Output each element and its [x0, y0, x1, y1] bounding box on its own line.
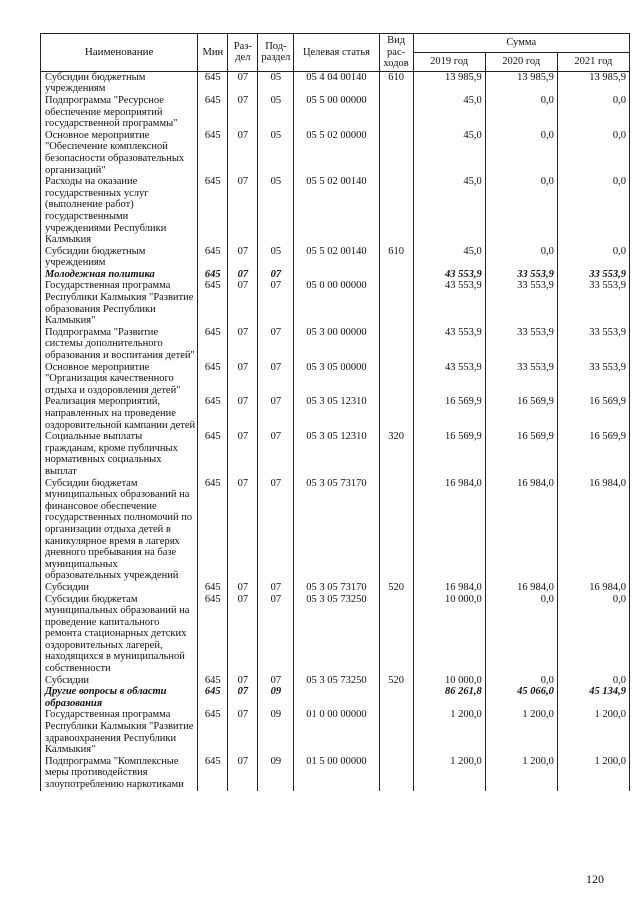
row-sum-2021: 33 553,9: [557, 327, 629, 362]
row-sum-2021: 33 553,9: [557, 362, 629, 397]
row-sum-2019: 10 000,0: [413, 594, 485, 675]
row-vid: 520: [379, 675, 413, 687]
row-sum-2021: 45 134,9: [557, 686, 629, 709]
page-number: 120: [586, 872, 604, 886]
row-sum-2021: 0,0: [557, 176, 629, 246]
row-target: 05 3 05 12310: [294, 431, 379, 477]
row-sum-2021: 33 553,9: [557, 269, 629, 281]
row-razdel: 07: [228, 176, 258, 246]
section-row: [41, 686, 630, 709]
row-sum-2021: 1 200,0: [557, 756, 629, 791]
row-sum-2019: 13 985,9: [413, 71, 485, 95]
row-sum-2021: 16 569,9: [557, 396, 629, 431]
row-podrazdel: 05: [258, 130, 294, 176]
header-podrazdel: Под-раздел: [258, 34, 294, 72]
row-min: 645: [198, 176, 228, 246]
row-podrazdel: 07: [258, 396, 294, 431]
row-target: 05 3 05 00000: [294, 362, 379, 397]
row-vid: 520: [379, 582, 413, 594]
row-razdel: 07: [228, 396, 258, 431]
row-podrazdel: 05: [258, 176, 294, 246]
row-razdel: 07: [228, 686, 258, 709]
row-razdel: 07: [228, 594, 258, 675]
row-name: Субсидии: [41, 582, 198, 594]
row-podrazdel: 07: [258, 594, 294, 675]
row-podrazdel: 07: [258, 582, 294, 594]
header-2021: 2021 год: [557, 52, 629, 71]
budget-table: [40, 33, 630, 791]
row-podrazdel: 07: [258, 269, 294, 281]
row-sum-2021: 0,0: [557, 594, 629, 675]
row-sum-2020: 0,0: [485, 95, 557, 130]
header-target: Целевая статья: [294, 34, 379, 72]
row-sum-2021: 0,0: [557, 95, 629, 130]
row-vid: [379, 756, 413, 791]
row-sum-2020: 16 569,9: [485, 431, 557, 477]
row-sum-2019: 16 984,0: [413, 478, 485, 582]
row-sum-2021: 16 569,9: [557, 431, 629, 477]
row-razdel: 07: [228, 709, 258, 755]
row-min: 645: [198, 478, 228, 582]
row-name: Основное мероприятие "Организация качественного отдыха и оздоровления детей": [41, 362, 198, 397]
table-row: [41, 431, 630, 477]
table-row: [41, 709, 630, 755]
row-vid: 610: [379, 71, 413, 95]
header-2019: 2019 год: [413, 52, 485, 71]
table-row: [41, 246, 630, 269]
row-target: [294, 686, 379, 709]
row-target: 05 5 02 00000: [294, 130, 379, 176]
row-min: 645: [198, 269, 228, 281]
row-name: Субсидии бюджетам муниципальных образований на проведение капитального ремонта стационарных детских оздоровительных лагерей, находящихся в муниципальной собственности: [41, 594, 198, 675]
row-name: Государственная программа Республики Калмыкия "Развитие образования Республики Калмыкия": [41, 280, 198, 326]
header-min: Мин: [198, 34, 228, 72]
row-sum-2021: 0,0: [557, 130, 629, 176]
row-vid: [379, 686, 413, 709]
row-razdel: 07: [228, 478, 258, 582]
row-target: 05 0 00 00000: [294, 280, 379, 326]
row-sum-2020: 33 553,9: [485, 327, 557, 362]
row-sum-2019: 45,0: [413, 176, 485, 246]
row-name: Государственная программа Республики Калмыкия "Развитие здравоохранения Республики Калмыкия": [41, 709, 198, 755]
row-sum-2019: 1 200,0: [413, 756, 485, 791]
row-sum-2021: 1 200,0: [557, 709, 629, 755]
row-sum-2020: 33 553,9: [485, 362, 557, 397]
row-name: Молодежная политика: [41, 269, 198, 281]
header-name: Наименование: [41, 34, 198, 72]
row-sum-2020: 33 553,9: [485, 269, 557, 281]
row-razdel: 07: [228, 756, 258, 791]
row-name: Подпрограмма "Ресурсное обеспечение мероприятий государственной программы": [41, 95, 198, 130]
row-sum-2020: 13 985,9: [485, 71, 557, 95]
row-min: 645: [198, 130, 228, 176]
row-min: 645: [198, 327, 228, 362]
row-podrazdel: 09: [258, 709, 294, 755]
row-podrazdel: 05: [258, 71, 294, 95]
row-vid: [379, 95, 413, 130]
row-podrazdel: 07: [258, 280, 294, 326]
row-name: Субсидии бюджетным учреждениям: [41, 246, 198, 269]
row-sum-2019: 43 553,9: [413, 269, 485, 281]
row-sum-2019: 16 569,9: [413, 431, 485, 477]
row-target: [294, 269, 379, 281]
row-podrazdel: 07: [258, 327, 294, 362]
row-target: 05 3 05 73170: [294, 582, 379, 594]
row-sum-2020: 16 569,9: [485, 396, 557, 431]
table-row: [41, 362, 630, 397]
table-row: [41, 327, 630, 362]
row-sum-2019: 45,0: [413, 246, 485, 269]
row-vid: [379, 362, 413, 397]
row-razdel: 07: [228, 71, 258, 95]
row-razdel: 07: [228, 95, 258, 130]
row-target: 05 3 05 12310: [294, 396, 379, 431]
table-body: [41, 71, 630, 790]
table-row: [41, 675, 630, 687]
row-vid: [379, 269, 413, 281]
row-name: Субсидии бюджетным учреждениям: [41, 71, 198, 95]
row-vid: 320: [379, 431, 413, 477]
row-sum-2021: 33 553,9: [557, 280, 629, 326]
row-sum-2020: 0,0: [485, 594, 557, 675]
row-razdel: 07: [228, 675, 258, 687]
row-razdel: 07: [228, 582, 258, 594]
row-sum-2020: 45 066,0: [485, 686, 557, 709]
row-sum-2020: 0,0: [485, 246, 557, 269]
row-sum-2020: 0,0: [485, 176, 557, 246]
row-razdel: 07: [228, 362, 258, 397]
row-sum-2021: 16 984,0: [557, 582, 629, 594]
row-min: 645: [198, 756, 228, 791]
row-sum-2020: 0,0: [485, 675, 557, 687]
row-name: Подпрограмма "Комплексные меры противодействия злоупотреблению наркотиками: [41, 756, 198, 791]
row-min: 645: [198, 280, 228, 326]
table-row: [41, 176, 630, 246]
header-vid: Вид рас-ходов: [379, 34, 413, 72]
row-vid: [379, 709, 413, 755]
row-name: Основное мероприятие "Обеспечение комплексной безопасности образовательных организаций": [41, 130, 198, 176]
row-min: 645: [198, 71, 228, 95]
table-row: [41, 478, 630, 582]
table-row: [41, 95, 630, 130]
row-vid: [379, 280, 413, 326]
row-vid: [379, 478, 413, 582]
row-podrazdel: 05: [258, 95, 294, 130]
row-podrazdel: 07: [258, 431, 294, 477]
row-razdel: 07: [228, 327, 258, 362]
header-razdel: Раз-дел: [228, 34, 258, 72]
row-target: 05 5 02 00140: [294, 246, 379, 269]
row-vid: [379, 594, 413, 675]
table-row: [41, 582, 630, 594]
row-min: 645: [198, 246, 228, 269]
table-row: [41, 756, 630, 791]
row-target: 05 5 02 00140: [294, 176, 379, 246]
table-row: [41, 280, 630, 326]
row-sum-2019: 86 261,8: [413, 686, 485, 709]
row-min: 645: [198, 95, 228, 130]
section-row: [41, 269, 630, 281]
row-min: 645: [198, 675, 228, 687]
row-target: 05 3 00 00000: [294, 327, 379, 362]
row-min: 645: [198, 396, 228, 431]
row-sum-2021: 16 984,0: [557, 478, 629, 582]
row-sum-2021: 13 985,9: [557, 71, 629, 95]
row-razdel: 07: [228, 130, 258, 176]
row-sum-2019: 43 553,9: [413, 327, 485, 362]
row-vid: [379, 396, 413, 431]
table-row: [41, 594, 630, 675]
row-razdel: 07: [228, 431, 258, 477]
row-sum-2019: 16 984,0: [413, 582, 485, 594]
row-podrazdel: 07: [258, 362, 294, 397]
row-vid: [379, 176, 413, 246]
row-sum-2019: 43 553,9: [413, 280, 485, 326]
row-target: 05 3 05 73250: [294, 594, 379, 675]
row-target: 05 4 04 00140: [294, 71, 379, 95]
row-sum-2021: 0,0: [557, 675, 629, 687]
row-min: 645: [198, 431, 228, 477]
header-sum: Сумма: [413, 34, 629, 53]
row-razdel: 07: [228, 280, 258, 326]
row-min: 645: [198, 362, 228, 397]
row-sum-2020: 1 200,0: [485, 709, 557, 755]
row-sum-2019: 43 553,9: [413, 362, 485, 397]
row-sum-2019: 45,0: [413, 95, 485, 130]
row-vid: [379, 130, 413, 176]
row-sum-2020: 1 200,0: [485, 756, 557, 791]
row-podrazdel: 07: [258, 675, 294, 687]
row-razdel: 07: [228, 269, 258, 281]
row-target: 05 3 05 73250: [294, 675, 379, 687]
row-sum-2019: 1 200,0: [413, 709, 485, 755]
row-min: 645: [198, 709, 228, 755]
row-sum-2020: 16 984,0: [485, 478, 557, 582]
row-target: 05 5 00 00000: [294, 95, 379, 130]
row-podrazdel: 07: [258, 478, 294, 582]
row-vid: [379, 327, 413, 362]
row-podrazdel: 09: [258, 756, 294, 791]
header-2020: 2020 год: [485, 52, 557, 71]
row-name: Реализация мероприятий, направленных на проведение оздоровительной кампании детей: [41, 396, 198, 431]
row-vid: 610: [379, 246, 413, 269]
row-target: 05 3 05 73170: [294, 478, 379, 582]
row-name: Социальные выплаты гражданам, кроме публичных нормативных социальных выплат: [41, 431, 198, 477]
row-name: Расходы на оказание государственных услуг (выполнение работ) государственными учреждениями Республики Калмыкия: [41, 176, 198, 246]
row-sum-2021: 0,0: [557, 246, 629, 269]
row-sum-2020: 33 553,9: [485, 280, 557, 326]
row-sum-2020: 0,0: [485, 130, 557, 176]
row-sum-2019: 16 569,9: [413, 396, 485, 431]
row-name: Субсидии бюджетам муниципальных образований на финансовое обеспечение государственных полномочий по организации отдыха детей в каникулярное время в лагерях дневного пребывания на базе муниципальных образовательных учреждений: [41, 478, 198, 582]
row-sum-2020: 16 984,0: [485, 582, 557, 594]
row-sum-2019: 45,0: [413, 130, 485, 176]
row-min: 645: [198, 686, 228, 709]
row-sum-2019: 10 000,0: [413, 675, 485, 687]
table-row: [41, 71, 630, 95]
row-target: 01 5 00 00000: [294, 756, 379, 791]
row-podrazdel: 05: [258, 246, 294, 269]
table-header: [41, 34, 630, 72]
row-name: Подпрограмма "Развитие системы дополнительного образования и воспитания детей": [41, 327, 198, 362]
row-min: 645: [198, 594, 228, 675]
row-target: 01 0 00 00000: [294, 709, 379, 755]
row-min: 645: [198, 582, 228, 594]
row-name: Другие вопросы в области образования: [41, 686, 198, 709]
row-podrazdel: 09: [258, 686, 294, 709]
budget-document: [40, 33, 630, 791]
table-row: [41, 130, 630, 176]
row-razdel: 07: [228, 246, 258, 269]
row-name: Субсидии: [41, 675, 198, 687]
table-row: [41, 396, 630, 431]
